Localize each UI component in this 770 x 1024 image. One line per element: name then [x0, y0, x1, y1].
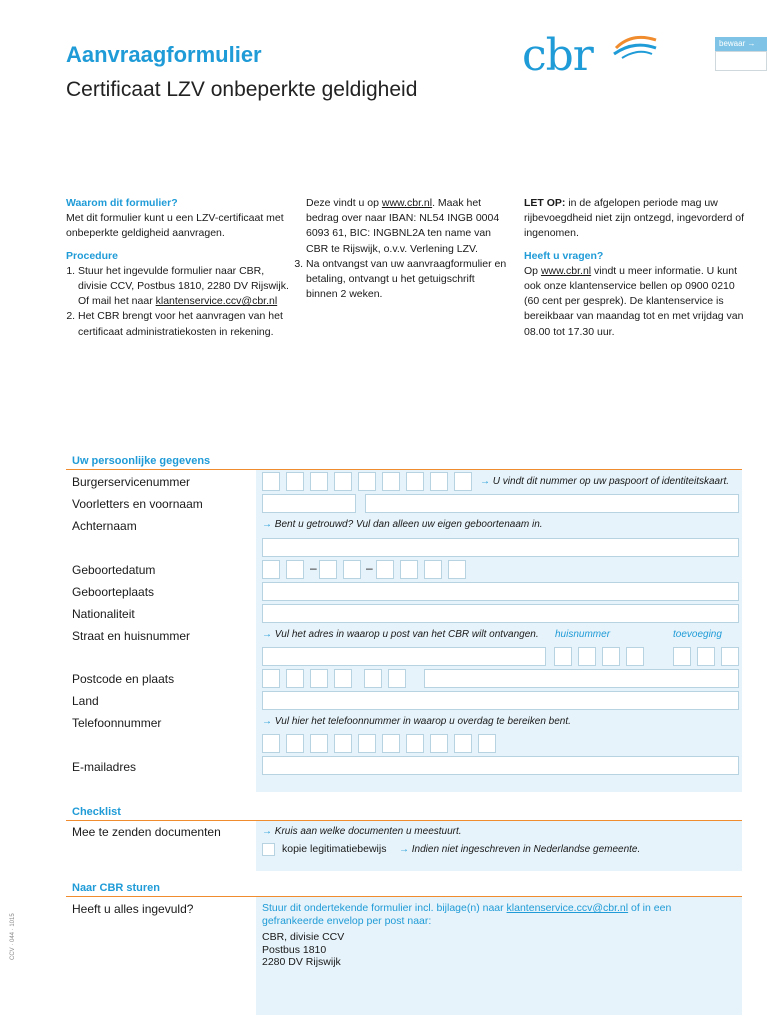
arrow-right-icon: → [262, 826, 272, 837]
house-number-digit-2[interactable] [578, 647, 596, 666]
email-link[interactable]: klantenservice.ccv@cbr.nl [155, 295, 278, 308]
dob-month-2[interactable] [343, 560, 361, 579]
surname-hint-text: Bent u getrouwd? Vul dan alleen uw eigen geboortenaam in. [274, 519, 543, 530]
phone-digit-9[interactable] [454, 734, 472, 753]
procedure-heading: Procedure [66, 249, 118, 262]
questions-prefix: Op [524, 264, 541, 277]
procedure-step-1 [78, 264, 291, 310]
dob-separator: – [366, 561, 373, 575]
postcode-char-5[interactable] [364, 669, 382, 688]
bsn-label: Burgerservicenummer [72, 475, 191, 489]
questions-text [524, 264, 746, 340]
postcode-char-6[interactable] [388, 669, 406, 688]
postcode-label: Postcode en plaats [72, 672, 175, 686]
bsn-digit-6[interactable] [382, 472, 400, 491]
house-number-digit-1[interactable] [554, 647, 572, 666]
phone-digit-7[interactable] [406, 734, 424, 753]
suffix-digit-3[interactable] [721, 647, 739, 666]
postal-address [262, 931, 344, 969]
documents-hint [262, 826, 462, 837]
phone-digit-1[interactable] [262, 734, 280, 753]
website-link[interactable]: www.cbr.nl [381, 197, 433, 209]
intro-column-3 [524, 196, 746, 340]
dob-day-1[interactable] [262, 560, 280, 579]
postcode-char-1[interactable] [262, 669, 280, 688]
phone-digit-5[interactable] [358, 734, 376, 753]
first-name-input[interactable] [365, 494, 739, 513]
bsn-digit-4[interactable] [334, 472, 352, 491]
nationality-input[interactable] [262, 604, 739, 623]
payment-text-after: . Maak het bedrag over naar IBAN: NL54 INGB 0004 6093 61, BIC: INGBNL2A ten name van CBR te Rijswijk, o.v.v. Verlening LZV. [306, 197, 500, 255]
arrow-right-icon: → [262, 716, 272, 727]
dob-separator: – [310, 561, 317, 575]
bsn-digit-3[interactable] [310, 472, 328, 491]
arrow-right-icon: → [399, 844, 409, 855]
questions-heading: Heeft u vragen? [524, 249, 604, 262]
documents-hint-text: Kruis aan welke documenten u meestuurt. [274, 826, 462, 837]
arrow-right-icon: → [262, 519, 272, 530]
country-input[interactable] [262, 691, 739, 710]
bsn-digit-9[interactable] [454, 472, 472, 491]
id-copy-hint-text: Indien niet ingeschreven in Nederlandse gemeente. [411, 844, 641, 855]
payment-text-before: Deze vindt u op [306, 197, 379, 209]
phone-hint [262, 716, 571, 727]
procedure-list [66, 264, 291, 340]
initials-input[interactable] [262, 494, 356, 513]
send-email-link[interactable]: klantenservice.ccv@cbr.nl [506, 902, 629, 914]
address-line-1: CBR, divisie CCV [262, 931, 345, 943]
phone-digit-8[interactable] [430, 734, 448, 753]
procedure-step-3: 3. Na ontvangst van uw aanvraagformulier en betaling, ontvangt u het getuigschrift binnen 2 weken. [306, 257, 508, 303]
phone-digit-4[interactable] [334, 734, 352, 753]
dob-label: Geboortedatum [72, 563, 156, 577]
house-number-digit-4[interactable] [626, 647, 644, 666]
send-text-before: Stuur dit ondertekende formulier incl. bijlage(n) naar [262, 902, 507, 914]
let-op-label: LET OP: [524, 197, 566, 209]
website-link-2[interactable]: www.cbr.nl [540, 264, 592, 277]
send-text-after: of in een gefrankeerde envelop per post naar: [262, 902, 672, 927]
bsn-hint-text: U vindt dit nummer op uw paspoort of identiteitskaart. [492, 476, 730, 487]
house-number-label: huisnummer [555, 629, 611, 640]
id-copy-hint [399, 844, 640, 855]
save-button[interactable]: bewaar → [715, 37, 767, 51]
dob-year-1[interactable] [376, 560, 394, 579]
form-subtitle: Certificaat LZV onbeperkte geldigheid [66, 78, 418, 101]
surname-hint [262, 519, 543, 530]
documents-label: Mee te zenden documenten [72, 825, 221, 839]
why-text: Met dit formulier kunt u een LZV-certificaat met onbeperkte geldigheid aanvragen. [66, 212, 284, 240]
country-label: Land [72, 694, 99, 708]
postcode-char-4[interactable] [334, 669, 352, 688]
street-input[interactable] [262, 647, 546, 666]
phone-hint-text: Vul hier het telefoonnummer in waarop u overdag te bereiken bent. [274, 716, 571, 727]
save-field[interactable] [715, 51, 767, 71]
form-code: CCV · 044 · 1015 [10, 913, 16, 960]
let-op-body: in de afgelopen periode mag uw rijbevoegdheid niet zijn ontzegd, ingevorderd of ingenomen. [524, 197, 745, 240]
postcode-char-2[interactable] [286, 669, 304, 688]
questions-body: vindt u meer informatie. U kunt ook onze klantenservice bellen op 0900 0210 (60 cent per gesprek). De klantenservice is bereikbaar van maandag tot en met vrijdag van 08.00 tot 17.30 uur. [524, 264, 744, 338]
phone-digit-2[interactable] [286, 734, 304, 753]
suffix-digit-2[interactable] [697, 647, 715, 666]
arrow-right-icon: → [480, 476, 490, 487]
address-line-3: 2280 DV Rijswijk [262, 956, 341, 968]
surname-label: Achternaam [72, 519, 137, 533]
let-op-text [524, 196, 746, 242]
dob-year-2[interactable] [400, 560, 418, 579]
phone-digit-10[interactable] [478, 734, 496, 753]
send-instructions [262, 902, 712, 928]
street-hint [262, 629, 539, 640]
bsn-hint [480, 476, 729, 487]
city-input[interactable] [424, 669, 739, 688]
email-input[interactable] [262, 756, 739, 775]
complete-label: Heeft u alles ingevuld? [72, 902, 194, 916]
procedure-step-2-text: Het CBR brengt voor het aanvragen van het certificaat administratiekosten in rekening. [78, 310, 283, 338]
postcode-char-3[interactable] [310, 669, 328, 688]
nationality-label: Nationaliteit [72, 607, 135, 621]
bsn-digit-2[interactable] [286, 472, 304, 491]
intro-column-2 [296, 196, 508, 302]
bsn-digit-5[interactable] [358, 472, 376, 491]
house-number-digit-3[interactable] [602, 647, 620, 666]
dob-month-1[interactable] [319, 560, 337, 579]
cbr-logo-mark-icon [612, 34, 658, 60]
procedure-step-2 [78, 309, 291, 339]
why-heading: Waarom dit formulier? [66, 197, 178, 209]
bsn-digit-1[interactable] [262, 472, 280, 491]
address-line-2: Postbus 1810 [262, 943, 327, 956]
dob-year-3[interactable] [424, 560, 442, 579]
intro-column-1 [66, 196, 291, 340]
id-copy-checkbox[interactable] [262, 843, 275, 856]
phone-digit-6[interactable] [382, 734, 400, 753]
email-label: E-mailadres [72, 760, 137, 774]
surname-input[interactable] [262, 538, 739, 557]
bsn-digit-7[interactable] [406, 472, 424, 491]
id-copy-label: kopie legitimatiebewijs [282, 843, 387, 855]
birthplace-label: Geboorteplaats [72, 585, 155, 599]
dob-year-4[interactable] [448, 560, 466, 579]
street-hint-text: Vul het adres in waarop u post van het CBR wilt ontvangen. [274, 629, 539, 640]
cbr-logo: cbr [522, 30, 593, 81]
procedure-step-1-text: Stuur het ingevulde formulier naar CBR, divisie CCV, Postbus 1810, 2280 DV Rijswijk. Of mail het naar [78, 264, 289, 308]
dob-day-2[interactable] [286, 560, 304, 579]
send-heading: Naar CBR sturen [72, 882, 161, 894]
payment-text [296, 196, 508, 257]
suffix-label: toevoeging [673, 629, 722, 640]
procedure-list-cont [296, 257, 508, 303]
street-label: Straat en huisnummer [72, 629, 191, 643]
initials-label: Voorletters en voornaam [72, 497, 203, 511]
bsn-digit-8[interactable] [430, 472, 448, 491]
birthplace-input[interactable] [262, 582, 739, 601]
arrow-right-icon: → [262, 629, 272, 640]
personal-heading: Uw persoonlijke gegevens [72, 455, 211, 467]
phone-digit-3[interactable] [310, 734, 328, 753]
phone-label: Telefoonnummer [72, 716, 162, 730]
form-title: Aanvraagformulier [66, 42, 262, 67]
suffix-digit-1[interactable] [673, 647, 691, 666]
checklist-heading: Checklist [72, 806, 121, 818]
